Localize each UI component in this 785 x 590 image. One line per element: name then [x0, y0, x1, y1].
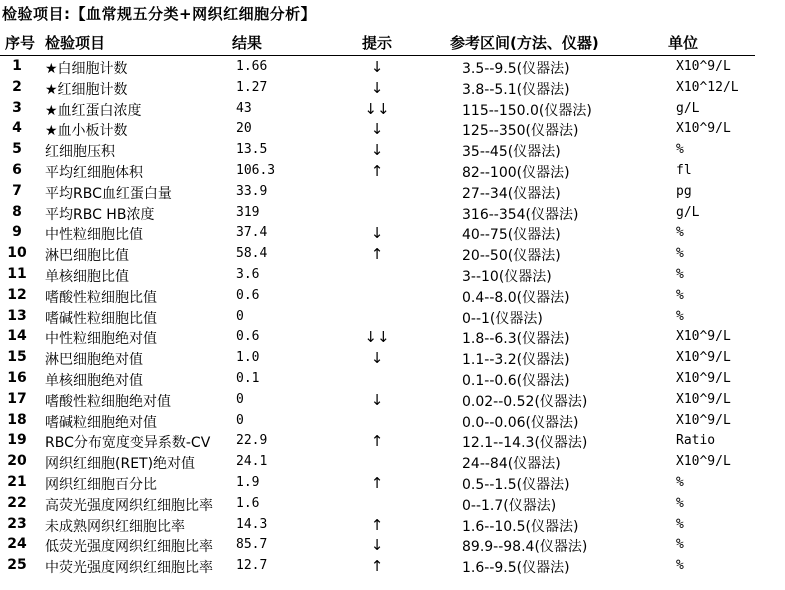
row-number: 5	[12, 141, 22, 158]
item-name: 中荧光强度网织红细胞比率	[45, 560, 213, 577]
flag-arrow-icon: ↓↓	[364, 328, 390, 347]
reference-range: 1.6--10.5(仪器法)	[462, 518, 579, 535]
reference-range: 3.5--9.5(仪器法)	[462, 61, 570, 77]
item-name: 中性粒细胞绝对值	[45, 331, 157, 348]
table-row	[0, 203, 785, 224]
flag-arrow-icon: ↓	[370, 78, 384, 97]
row-number: 11	[7, 265, 27, 282]
row-number: 3	[12, 99, 22, 116]
row-number: 7	[12, 182, 22, 199]
result-value: 1.6	[236, 495, 260, 511]
unit: X10^9/L	[676, 329, 731, 345]
row-number: 15	[7, 349, 27, 366]
result-value: 0.6	[236, 287, 260, 303]
table-row	[0, 494, 785, 515]
row-number: 17	[7, 390, 27, 407]
table-row	[0, 140, 785, 161]
row-number: 19	[7, 432, 27, 449]
item-name: 嗜酸性粒细胞绝对值	[45, 393, 171, 410]
result-value: 0	[236, 412, 244, 428]
header-no: 序号	[5, 34, 36, 52]
row-number: 1	[12, 58, 22, 74]
result-value: 319	[236, 204, 260, 220]
flag-arrow-icon: ↑	[370, 515, 384, 534]
flag-arrow-icon: ↓	[370, 141, 384, 160]
table-row	[0, 473, 785, 494]
table-row	[0, 452, 785, 473]
header-reference: 参考区间(方法、仪器)	[450, 34, 599, 52]
reference-range: 125--350(仪器法)	[462, 123, 579, 140]
unit: g/L	[676, 100, 700, 116]
table-row	[0, 286, 785, 307]
row-number: 20	[7, 453, 27, 470]
reference-range: 3--10(仪器法)	[462, 268, 552, 285]
unit: X10^9/L	[676, 412, 731, 428]
table-row	[0, 535, 785, 556]
header-hint: 提示	[362, 34, 393, 52]
result-value: 13.5	[236, 142, 268, 158]
result-value: 33.9	[236, 183, 268, 199]
reference-range: 0.5--1.5(仪器法)	[462, 476, 570, 493]
table-row	[0, 327, 785, 348]
table-row	[0, 431, 785, 452]
row-number: 2	[12, 78, 22, 95]
table-row	[0, 307, 785, 328]
row-number: 9	[12, 224, 22, 241]
reference-range: 24--84(仪器法)	[462, 456, 561, 473]
table-row	[0, 244, 785, 265]
table-row	[0, 411, 785, 432]
row-number: 13	[7, 307, 27, 324]
result-value: 12.7	[236, 558, 268, 574]
item-name: 嗜碱性粒细胞比值	[45, 310, 157, 327]
reference-range: 12.1--14.3(仪器法)	[462, 435, 588, 452]
reference-range: 40--75(仪器法)	[462, 227, 561, 244]
result-value: 3.6	[236, 266, 260, 282]
item-name: 淋巴细胞比值	[45, 248, 129, 265]
item-name: 网织红细胞(RET)绝对值	[45, 456, 196, 473]
item-name: 平均RBC血红蛋白量	[45, 185, 172, 202]
item-name: ★血小板计数	[45, 123, 128, 140]
unit: %	[676, 308, 684, 324]
row-number: 23	[7, 515, 27, 532]
result-value: 24.1	[236, 454, 268, 470]
unit: %	[676, 142, 684, 158]
unit: %	[676, 537, 684, 553]
row-number: 24	[7, 536, 27, 553]
item-name: ★白细胞计数	[45, 61, 128, 77]
reference-range: 0.02--0.52(仪器法)	[462, 393, 588, 410]
unit: %	[676, 558, 684, 574]
reference-range: 0--1.7(仪器法)	[462, 497, 557, 514]
flag-arrow-icon: ↑	[370, 161, 384, 180]
item-name: 中性粒细胞比值	[45, 227, 143, 244]
row-number: 21	[7, 473, 27, 490]
table-row	[0, 390, 785, 411]
report-title: 检验项目:【血常规五分类+网织红细胞分析】	[2, 5, 317, 23]
row-number: 22	[7, 494, 27, 511]
result-value: 0.6	[236, 329, 260, 345]
header-item: 检验项目	[45, 34, 106, 52]
unit: pg	[676, 183, 692, 199]
flag-arrow-icon: ↓	[370, 224, 384, 243]
unit: %	[676, 516, 684, 532]
result-value: 1.0	[236, 350, 260, 366]
table-row	[0, 78, 785, 99]
header-divider	[0, 55, 755, 56]
result-value: 58.4	[236, 246, 268, 262]
table-row	[0, 369, 785, 390]
flag-arrow-icon: ↓	[370, 58, 384, 76]
table-row	[0, 223, 785, 244]
table-row	[0, 515, 785, 536]
table-row	[0, 265, 785, 286]
reference-range: 0.1--0.6(仪器法)	[462, 372, 570, 389]
item-name: 嗜碱粒细胞绝对值	[45, 414, 157, 431]
result-value: 1.66	[236, 59, 268, 74]
result-value: 1.9	[236, 474, 260, 490]
unit: X10^12/L	[676, 79, 739, 95]
table-row	[0, 119, 785, 140]
reference-range: 35--45(仪器法)	[462, 144, 561, 161]
unit: g/L	[676, 204, 700, 220]
item-name: 嗜酸性粒细胞比值	[45, 289, 157, 306]
unit: X10^9/L	[676, 454, 731, 470]
item-name: 平均RBC HB浓度	[45, 206, 155, 223]
flag-arrow-icon: ↓	[370, 349, 384, 368]
result-value: 22.9	[236, 433, 268, 449]
flag-arrow-icon: ↓↓	[364, 99, 390, 118]
reference-range: 0.0--0.06(仪器法)	[462, 414, 579, 431]
item-name: ★红细胞计数	[45, 81, 128, 98]
reference-range: 1.1--3.2(仪器法)	[462, 352, 570, 369]
unit: X10^9/L	[676, 59, 731, 74]
row-number: 6	[12, 161, 22, 178]
item-name: 未成熟网织红细胞比率	[45, 518, 185, 535]
reference-range: 316--354(仪器法)	[462, 206, 579, 223]
result-value: 85.7	[236, 537, 268, 553]
item-name: 网织红细胞百分比	[45, 476, 157, 493]
reference-range: 20--50(仪器法)	[462, 248, 561, 265]
item-name: 单核细胞绝对值	[45, 372, 143, 389]
row-number: 12	[7, 286, 27, 303]
reference-range: 115--150.0(仪器法)	[462, 102, 592, 119]
flag-arrow-icon: ↑	[370, 557, 384, 576]
result-value: 0	[236, 391, 244, 407]
row-number: 10	[7, 245, 27, 262]
item-name: ★血红蛋白浓度	[45, 102, 142, 119]
unit: %	[676, 287, 684, 303]
flag-arrow-icon: ↓	[370, 390, 384, 409]
header-result: 结果	[232, 34, 263, 52]
reference-range: 3.8--5.1(仪器法)	[462, 81, 570, 98]
reference-range: 1.6--9.5(仪器法)	[462, 560, 570, 577]
row-number: 4	[12, 120, 22, 137]
result-value: 37.4	[236, 225, 268, 241]
flag-arrow-icon: ↑	[370, 473, 384, 492]
table-row	[0, 556, 785, 577]
header-unit: 单位	[668, 34, 699, 52]
row-number: 8	[12, 203, 22, 220]
flag-arrow-icon: ↑	[370, 245, 384, 264]
unit: %	[676, 225, 684, 241]
item-name: 低荧光强度网织红细胞比率	[45, 539, 213, 556]
table-row	[0, 57, 785, 78]
table-row	[0, 161, 785, 182]
reference-range: 0--1(仪器法)	[462, 310, 543, 327]
unit: %	[676, 246, 684, 262]
flag-arrow-icon: ↓	[370, 536, 384, 555]
reference-range: 1.8--6.3(仪器法)	[462, 331, 570, 348]
table-row	[0, 348, 785, 369]
reference-range: 89.9--98.4(仪器法)	[462, 539, 588, 556]
result-value: 0	[236, 308, 244, 324]
item-name: 平均红细胞体积	[45, 164, 143, 181]
unit: %	[676, 266, 684, 282]
table-header	[0, 30, 785, 55]
unit: X10^9/L	[676, 121, 731, 137]
item-name: 红细胞压积	[45, 144, 115, 161]
unit: X10^9/L	[676, 370, 731, 386]
unit: Ratio	[676, 433, 716, 449]
unit: X10^9/L	[676, 391, 731, 407]
row-number: 18	[7, 411, 27, 428]
flag-arrow-icon: ↓	[370, 120, 384, 139]
results-table	[0, 57, 785, 577]
result-value: 0.1	[236, 370, 260, 386]
result-value: 14.3	[236, 516, 268, 532]
result-value: 20	[236, 121, 252, 137]
table-row	[0, 182, 785, 203]
result-value: 43	[236, 100, 252, 116]
item-name: 高荧光强度网织红细胞比率	[45, 497, 213, 514]
reference-range: 82--100(仪器法)	[462, 164, 570, 181]
unit: X10^9/L	[676, 350, 731, 366]
reference-range: 0.4--8.0(仪器法)	[462, 289, 570, 306]
row-number: 16	[7, 369, 27, 386]
item-name: 单核细胞比值	[45, 268, 129, 285]
result-value: 106.3	[236, 162, 276, 178]
table-row	[0, 99, 785, 120]
item-name: RBC分布宽度变异系数-CV	[45, 435, 211, 452]
row-number: 14	[7, 328, 27, 345]
flag-arrow-icon: ↑	[370, 432, 384, 451]
unit: %	[676, 474, 684, 490]
unit: %	[676, 495, 684, 511]
reference-range: 27--34(仪器法)	[462, 185, 561, 202]
unit: fl	[676, 162, 692, 178]
row-number: 25	[7, 557, 27, 574]
item-name: 淋巴细胞绝对值	[45, 352, 143, 369]
result-value: 1.27	[236, 79, 268, 95]
